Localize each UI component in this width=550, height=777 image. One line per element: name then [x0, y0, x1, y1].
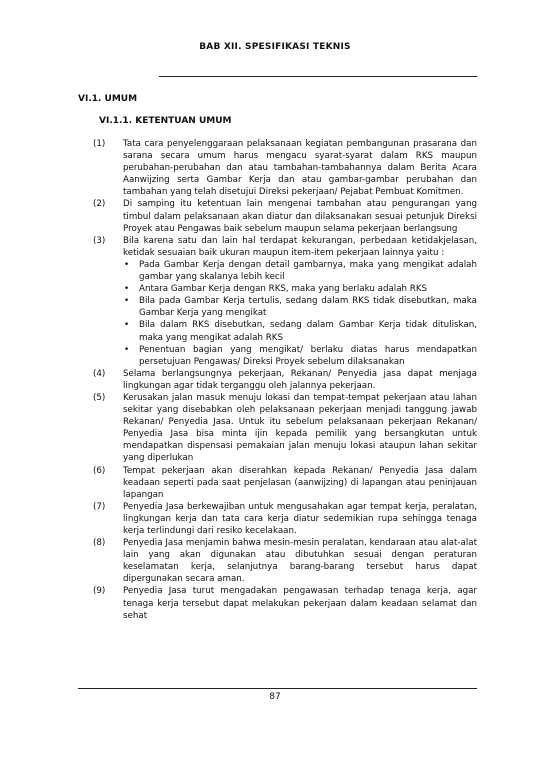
- bullet-text: Antara Gambar Kerja dengan RKS, maka yang berlaku adalah RKS: [139, 284, 428, 295]
- item-text: Tempat pekerjaan akan diserahkan kepada Rekanan/ Penyedia Jasa dalam keadaan seperti pada saat penjelasan (aanwijzing) di lapangan atau peninjauan lapangan: [123, 465, 477, 500]
- bullet-item: [123, 319, 477, 343]
- bullet-item: [123, 283, 477, 295]
- bullet-icon: •: [124, 259, 130, 270]
- bullet-icon: •: [124, 344, 130, 355]
- bullet-item: [123, 259, 477, 283]
- bullet-text: Bila dalam RKS disebutkan, sedang dalam Gambar Kerja tidak dituliskan, maka yang mengikat adalah RKS: [139, 320, 477, 343]
- item-text: Penyedia Jasa menjamin bahwa mesin-mesin peralatan, kendaraan atau alat-alat lain yang akan digunakan atau dibutuhkan sesuai dengan peraturan keselamatan kerja, selanjutnya barang-barang tersebut harus dapat dipergunakan secara aman.: [123, 538, 477, 585]
- item-number: (4): [93, 368, 106, 379]
- list-item: [93, 501, 477, 537]
- item-number: (2): [93, 199, 106, 210]
- item-text: Kerusakan jalan masuk menuju lokasi dan tempat-tempat pekerjaan atau lahan sekitar yang disebabkan oleh pelaksanaan pekerjaan menjadi tanggung jawab Rekanan/ Penyedia Jasa. Untuk itu sebelum pelaksanaan pekerjaan Rekanan/ Penyedia Jasa bisa minta ijin kepada pemilik yang bersangkutan untuk mendapatkan dispensasi pemakaian jalan menuju lokasi ataupun lahan sekitar yang diperlukan: [123, 392, 477, 464]
- bullet-text: Pada Gambar Kerja dengan detail gambarnya, maka yang mengikat adalah gambar yang skalanya lebih kecil: [139, 259, 477, 283]
- chapter-title: BAB XII. SPESIFIKASI TEKNIS: [199, 42, 351, 52]
- item-number: (3): [93, 235, 106, 246]
- bullet-icon: •: [124, 320, 130, 331]
- section-heading: VI.1. UMUM: [78, 94, 138, 104]
- list-item: [93, 465, 477, 501]
- item-number: (9): [93, 586, 106, 597]
- bullet-icon: •: [124, 296, 130, 307]
- item-text: Di samping itu ketentuan lain mengenai tambahan atau pengurangan yang timbul dalam pelaksanaan akan diatur dan dilaksanakan sesuai petunjuk Direksi Proyek atau Pengawas baik sebelum maupun selama pekerjaan berlangsung: [123, 199, 477, 234]
- bullet-icon: •: [124, 284, 130, 295]
- item-number: (7): [93, 501, 106, 512]
- provisions-list: [93, 138, 477, 622]
- list-item: [93, 585, 477, 621]
- list-item: [93, 537, 477, 585]
- list-item: [93, 392, 477, 465]
- item-number: (8): [93, 538, 106, 549]
- bullet-item: [123, 344, 477, 368]
- item-text: Bila karena satu dan lain hal terdapat kekurangan, perbedaan ketidakjelasan, ketidak sesuaian baik ukuran maupun item-item pekerjaan lainnya yaitu :: [123, 235, 477, 258]
- bullet-item: [123, 295, 477, 319]
- item-text: Penyedia Jasa turut mengadakan pengawasan terhadap tenaga kerja, agar tenaga kerja tersebut dapat melakukan pekerjaan dalam keadaan selamat dan sehat: [123, 586, 477, 621]
- sub-section-heading: VI.1.1. KETENTUAN UMUM: [99, 116, 232, 126]
- item-text: Penyedia Jasa berkewajiban untuk mengusahakan agar tempat kerja, peralatan, lingkungan kerja dan tata cara kerja diatur sedemikian rupa sehingga tenaga kerja terlindungi dari resiko kecelakaan.: [123, 501, 477, 536]
- list-item: [93, 138, 477, 198]
- item-text: Selama berlangsungnya pekerjaan, Rekanan/ Penyedia jasa dapat menjaga lingkungan agar tidak terganggu oleh jalannya pekerjaan.: [123, 368, 477, 391]
- bullet-list: [123, 259, 477, 368]
- item-number: (5): [93, 392, 106, 403]
- item-body: [123, 235, 477, 368]
- list-item: [93, 368, 477, 392]
- item-text: Tata cara penyelenggaraan pelaksanaan kegiatan pembangunan prasarana dan sarana secara umum harus mengacu syarat-syarat dalam RKS maupun perubahan-perubahan dan atau tambahan-tambahannya dalam Berita Acara Aanwijzing serta Gambar Kerja dan atau gambar-gambar perubahan dan tambahan yang telah disetujui Direksi pekerjaan/ Pejabat Pembuat Komitmen.: [123, 139, 477, 198]
- list-item: [93, 198, 477, 234]
- page-number: 87: [269, 692, 281, 702]
- bullet-text: Penentuan bagian yang mengikat/ berlaku diatas harus mendapatkan persetujuan Pengawas/ Direksi Proyek sebelum dilaksanakan: [139, 344, 477, 367]
- footer-divider: [78, 688, 477, 689]
- bullet-text: Bila pada Gambar Kerja tertulis, sedang dalam RKS tidak disebutkan, maka Gambar Kerja yang mengikat: [139, 296, 477, 319]
- list-item: [93, 235, 477, 368]
- item-number: (6): [93, 465, 106, 476]
- header-divider: [159, 76, 477, 77]
- item-number: (1): [93, 139, 106, 149]
